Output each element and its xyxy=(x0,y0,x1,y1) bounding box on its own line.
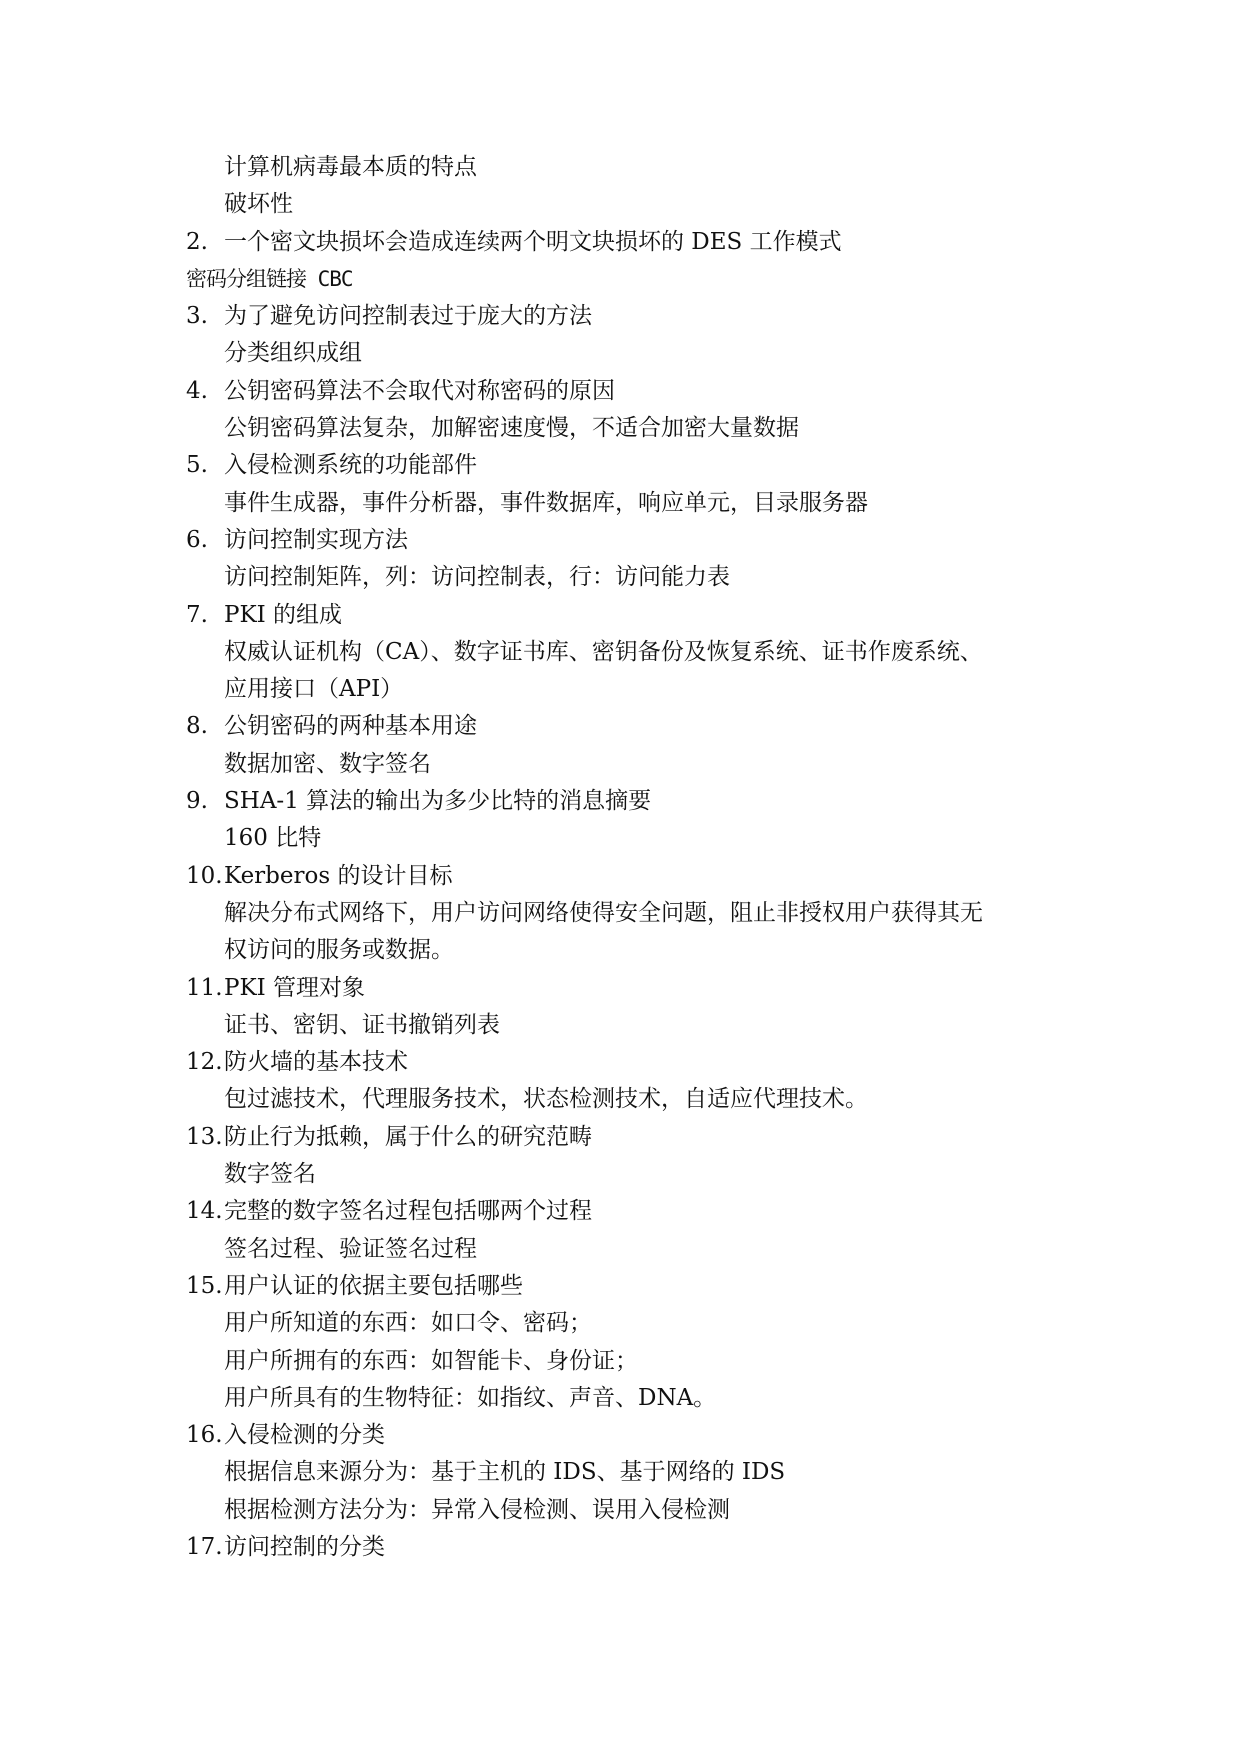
item-4-question: 公钥密码算法不会取代对称密码的原因 xyxy=(224,377,615,404)
item-6-question: 访问控制实现方法 xyxy=(224,526,408,553)
item-15-answer-line-3: 用户所具有的生物特征：如指纹、声音、DNA。 xyxy=(224,1384,717,1411)
item-10-answer-line-1: 解决分布式网络下，用户访问网络使得安全问题，阻止非授权用户获得其无 xyxy=(224,899,983,926)
item-8-question: 公钥密码的两种基本用途 xyxy=(224,713,477,740)
item-8 xyxy=(186,708,1086,745)
item-16-answer-line-2: 根据检测方法分为：异常入侵检测、误用入侵检测 xyxy=(224,1496,730,1523)
item-3-question: 为了避免访问控制表过于庞大的方法 xyxy=(224,303,592,330)
item-16-question: 入侵检测的分类 xyxy=(224,1422,385,1449)
item-5-number: 5. xyxy=(186,452,208,479)
item-10-answer-line-2: 权访问的服务或数据。 xyxy=(224,937,454,964)
item-3-answer: 分类组织成组 xyxy=(224,340,362,367)
item-6 xyxy=(186,522,1086,559)
item-10-number: 10. xyxy=(186,862,223,889)
item-11 xyxy=(186,970,1086,1007)
item-6-number: 6. xyxy=(186,526,208,553)
item-2-answer: 密码分组链接 CBC xyxy=(186,266,353,291)
item-15-question: 用户认证的依据主要包括哪些 xyxy=(224,1272,523,1299)
item-12-number: 12. xyxy=(186,1049,223,1076)
item-10 xyxy=(186,858,1086,895)
item-10-question: Kerberos 的设计目标 xyxy=(224,862,453,889)
item-12-question: 防火墙的基本技术 xyxy=(224,1049,408,1076)
item-7-answer-line-2: 应用接口（API） xyxy=(224,676,404,703)
item-4-number: 4. xyxy=(186,377,208,404)
item-1-answer: 破坏性 xyxy=(224,191,293,218)
item-5 xyxy=(186,447,1086,484)
item-14 xyxy=(186,1193,1086,1230)
item-6-answer: 访问控制矩阵，列：访问控制表，行：访问能力表 xyxy=(224,564,730,591)
item-14-answer: 签名过程、验证签名过程 xyxy=(224,1235,477,1262)
item-9-answer: 160 比特 xyxy=(224,825,322,852)
item-13-answer: 数字签名 xyxy=(224,1161,316,1188)
item-9-question: SHA-1 算法的输出为多少比特的消息摘要 xyxy=(224,788,652,815)
item-9-number: 9. xyxy=(186,788,208,815)
item-17-question: 访问控制的分类 xyxy=(224,1533,385,1560)
item-7-answer-line-1: 权威认证机构（CA）、数字证书库、密钥备份及恢复系统、证书作废系统、 xyxy=(224,638,983,665)
item-5-question: 入侵检测系统的功能部件 xyxy=(224,452,477,479)
item-16-answer-line-1: 根据信息来源分为：基于主机的 IDS、基于网络的 IDS xyxy=(224,1459,786,1486)
item-2-question: 一个密文块损坏会造成连续两个明文块损坏的 DES 工作模式 xyxy=(224,228,842,255)
item-3-number: 3. xyxy=(186,303,208,330)
item-5-answer: 事件生成器，事件分析器，事件数据库，响应单元，目录服务器 xyxy=(224,489,868,516)
item-12-answer: 包过滤技术，代理服务技术，状态检测技术，自适应代理技术。 xyxy=(224,1086,868,1113)
item-16 xyxy=(186,1417,1086,1454)
item-15-answer-line-2: 用户所拥有的东西：如智能卡、身份证； xyxy=(224,1347,638,1374)
item-7 xyxy=(186,597,1086,634)
item-11-number: 11. xyxy=(186,974,223,1001)
item-17-number: 17. xyxy=(186,1533,223,1560)
item-15 xyxy=(186,1268,1086,1305)
item-11-answer: 证书、密钥、证书撤销列表 xyxy=(224,1011,500,1038)
item-2-number: 2. xyxy=(186,228,208,255)
item-15-answer-line-1: 用户所知道的东西：如口令、密码； xyxy=(224,1310,592,1337)
item-7-number: 7. xyxy=(186,601,208,628)
item-9 xyxy=(186,783,1086,820)
item-3 xyxy=(186,298,1086,335)
item-7-question: PKI 的组成 xyxy=(224,601,343,628)
item-8-answer: 数据加密、数字签名 xyxy=(224,750,431,777)
item-11-question: PKI 管理对象 xyxy=(224,974,366,1001)
item-13 xyxy=(186,1119,1086,1156)
item-16-number: 16. xyxy=(186,1422,223,1449)
item-2 xyxy=(186,224,1086,261)
item-4 xyxy=(186,373,1086,410)
qa-list xyxy=(186,149,1086,1566)
item-12 xyxy=(186,1044,1086,1081)
item-13-question: 防止行为抵赖，属于什么的研究范畴 xyxy=(224,1123,592,1150)
item-4-answer: 公钥密码算法复杂，加解密速度慢，不适合加密大量数据 xyxy=(224,415,799,442)
item-14-number: 14. xyxy=(186,1198,223,1225)
item-15-number: 15. xyxy=(186,1272,223,1299)
item-8-number: 8. xyxy=(186,713,208,740)
item-17 xyxy=(186,1529,1086,1566)
item-13-number: 13. xyxy=(186,1123,223,1150)
item-14-question: 完整的数字签名过程包括哪两个过程 xyxy=(224,1198,592,1225)
item-1-question: 计算机病毒最本质的特点 xyxy=(224,154,477,180)
